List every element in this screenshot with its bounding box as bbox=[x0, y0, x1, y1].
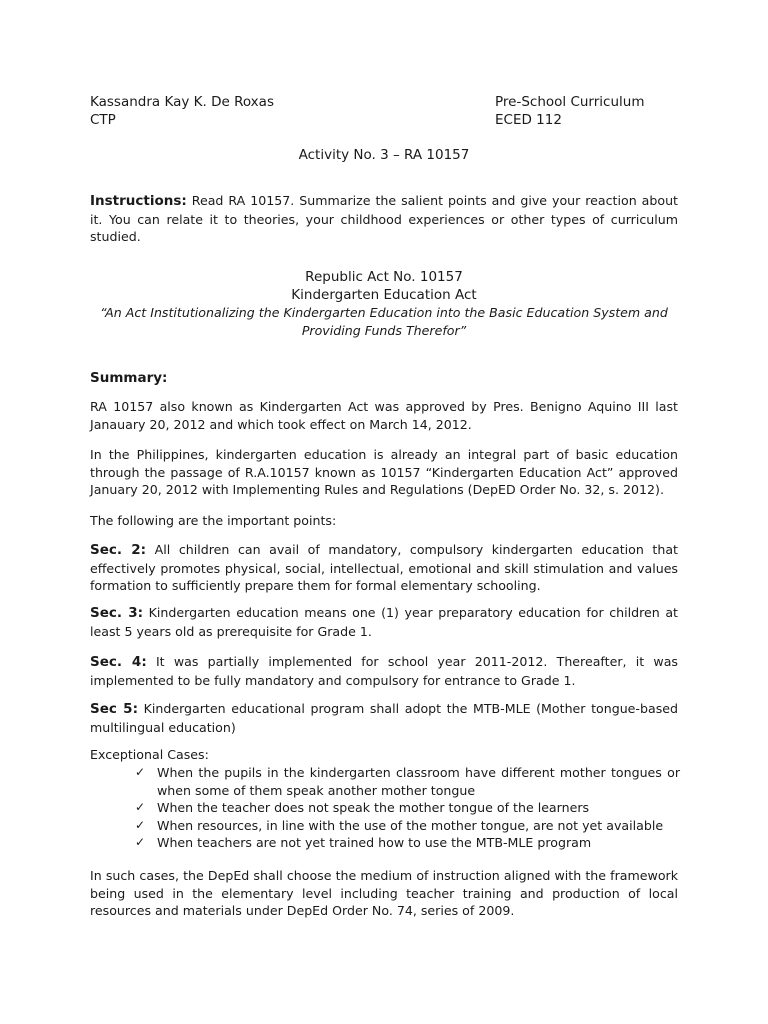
checkmark-icon: ✓ bbox=[135, 765, 146, 779]
course-block bbox=[495, 93, 644, 129]
course-code: ECED 112 bbox=[495, 112, 562, 128]
section-3-text: Kindergarten education means one (1) year preparatory education for children at least 5 years old as prerequisite for Grade 1. bbox=[90, 605, 678, 639]
section-2-label: Sec. 2: bbox=[90, 542, 147, 558]
list-item-text: When resources, in line with the use of the mother tongue, are not yet available bbox=[157, 817, 664, 833]
section-5-text: Kindergarten educational program shall adopt the MTB-MLE (Mother tongue-based multilingual education) bbox=[90, 701, 678, 735]
checkmark-icon: ✓ bbox=[135, 835, 146, 849]
act-name: Kindergarten Education Act bbox=[291, 287, 477, 303]
section-4-label: Sec. 4: bbox=[90, 654, 147, 670]
exceptional-cases-list bbox=[135, 764, 680, 852]
section-2-text: All children can avail of mandatory, compulsory kindergarten education that effectively promotes physical, social, intellectual, emotional and skill stimulation and values formation to sufficiently prepare them for formal elementary schooling. bbox=[90, 542, 678, 593]
author-program: CTP bbox=[90, 112, 116, 128]
summary-paragraph-2: In the Philippines, kindergarten education is already an integral part of basic education through the passage of R.A.10157 known as 10157 “Kindergarten Education Act” approved January 20, 2012 with Implementing Rules and Regulations (DepED Order No. 32, s. 2012). bbox=[90, 447, 678, 497]
list-item-text: When the teacher does not speak the mother tongue of the learners bbox=[157, 800, 590, 815]
list-item bbox=[135, 799, 680, 817]
section-3-label: Sec. 3: bbox=[90, 605, 144, 621]
checkmark-icon: ✓ bbox=[135, 817, 146, 832]
section-5-label: Sec 5: bbox=[90, 701, 138, 717]
instructions-paragraph bbox=[90, 192, 678, 246]
section-4-text: It was partially implemented for school year 2011-2012. Thereafter, it was implemented to be fully mandatory and compulsory for entrance to Grade 1. bbox=[90, 654, 678, 688]
course-name: Pre-School Curriculum bbox=[495, 94, 645, 110]
closing-paragraph: In such cases, the DepEd shall choose the medium of instruction aligned with the framework being used in the elementary level including teacher training and production of local resources and materials under DepEd Order No. 74, series of 2009. bbox=[90, 868, 678, 918]
summary-paragraph-3: The following are the important points: bbox=[90, 513, 337, 528]
section-2 bbox=[90, 541, 678, 595]
act-number: Republic Act No. 10157 bbox=[305, 269, 463, 285]
activity-title: Activity No. 3 – RA 10157 bbox=[298, 147, 470, 163]
list-item bbox=[135, 834, 680, 852]
list-item-text: When the pupils in the kindergarten classroom have different mother tongues or when some of them speak another mother tongue bbox=[157, 765, 680, 798]
author-name: Kassandra Kay K. De Roxas bbox=[90, 94, 274, 110]
section-5 bbox=[90, 700, 678, 736]
checkmark-icon: ✓ bbox=[135, 800, 146, 814]
author-block bbox=[90, 93, 274, 129]
act-subtitle-line2: Providing Funds Therefor” bbox=[301, 323, 467, 338]
summary-paragraph-1: RA 10157 also known as Kindergarten Act was approved by Pres. Benigno Aquino III last Janauary 20, 2012 and which took effect on March 14, 2012. bbox=[90, 399, 678, 432]
section-4 bbox=[90, 653, 678, 689]
list-item bbox=[135, 817, 680, 835]
list-item bbox=[135, 764, 680, 799]
instructions-text: Read RA 10157. Summarize the salient points and give your reaction about it. You can relate it to theories, your childhood experiences or other types of curriculum studied. bbox=[90, 193, 678, 244]
exceptional-cases-label: Exceptional Cases: bbox=[90, 747, 209, 762]
summary-heading: Summary: bbox=[90, 370, 168, 386]
act-subtitle-line1: “An Act Institutionalizing the Kindergarten Education into the Basic Education System and bbox=[100, 305, 668, 320]
section-3 bbox=[90, 604, 678, 640]
list-item-text: When teachers are not yet trained how to use the MTB-MLE program bbox=[157, 835, 592, 850]
instructions-label: Instructions: bbox=[90, 193, 187, 209]
